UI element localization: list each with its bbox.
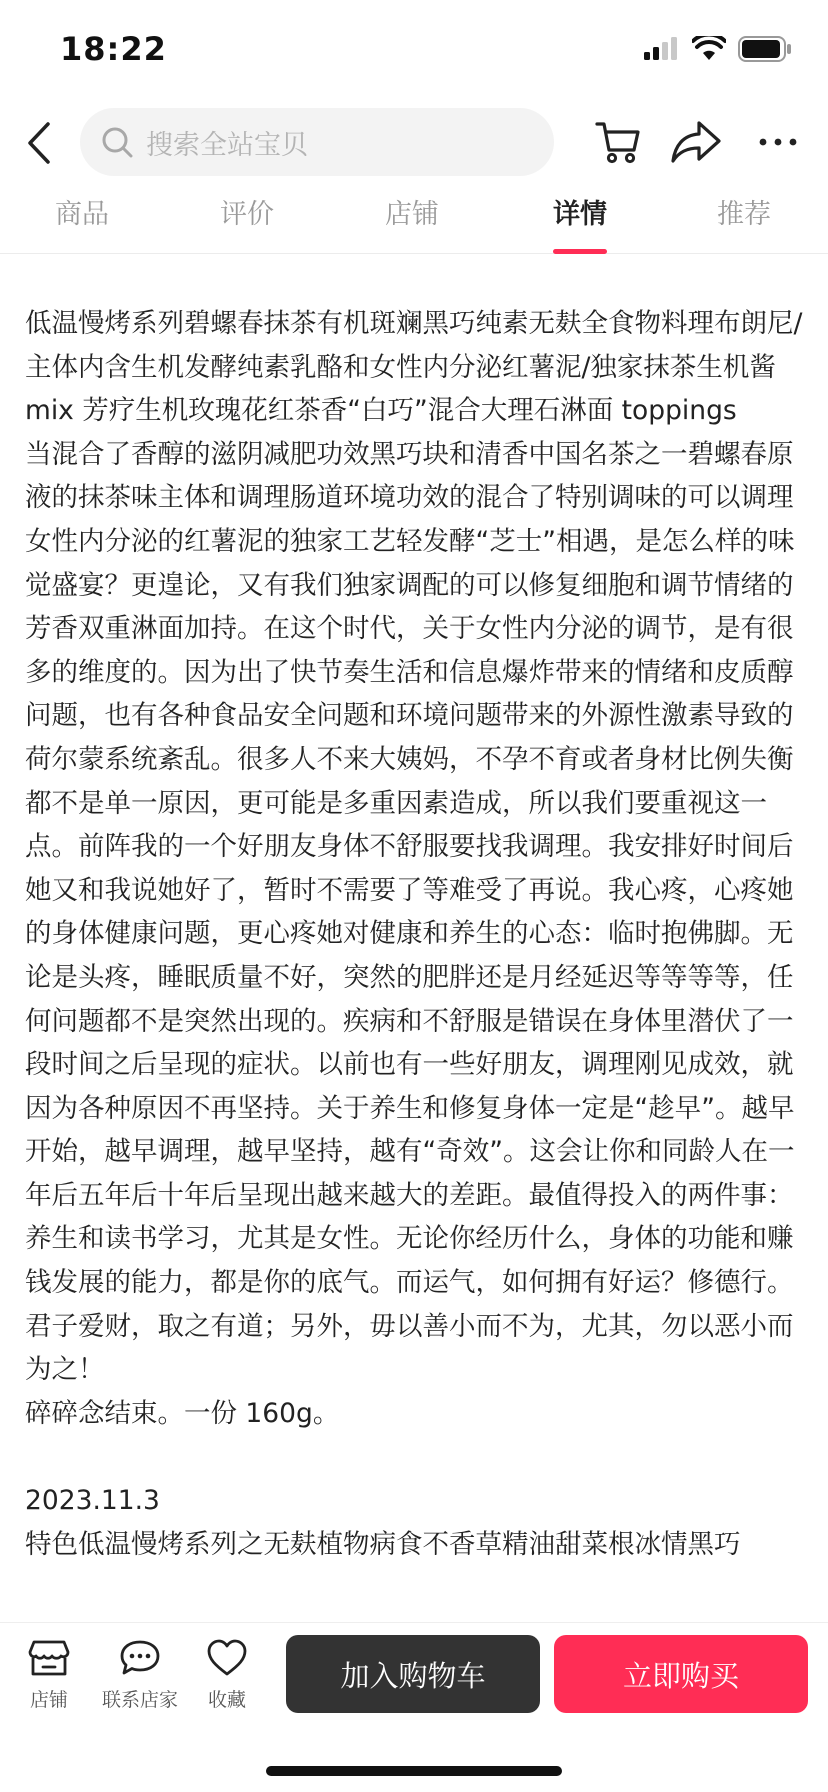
- tab-label: 推荐: [717, 199, 771, 230]
- cart-icon: [594, 118, 642, 166]
- tab-reviews[interactable]: [207, 192, 287, 254]
- tab-bar: [0, 192, 828, 254]
- status-icons: [644, 36, 792, 62]
- share-icon: [669, 119, 723, 165]
- detail-content: [25, 302, 805, 1622]
- tab-label: 店铺: [385, 199, 439, 230]
- favorite-label: 收藏: [207, 1689, 246, 1711]
- add-to-cart-button[interactable]: [286, 1635, 540, 1713]
- tab-store[interactable]: [372, 192, 452, 254]
- share-button[interactable]: [668, 114, 724, 170]
- tab-label: 评价: [220, 199, 274, 230]
- nav-bar: [0, 106, 828, 180]
- search-placeholder: 搜索全站宝贝: [146, 129, 308, 161]
- closing-note: 碎碎念结束。一份 160g。: [25, 1397, 340, 1429]
- status-time: 18:22: [60, 30, 167, 68]
- product-description: 当混合了香醇的滋阴减肥功效黑巧块和清香中国名茶之一碧螺春原液的抹茶味主体和调理肠道环境功效的混合了特别调味的可以调理女性内分泌的红薯泥的独家工艺轻发酵“芝士”相遇，是怎么样的味觉盛宴？更遑论，又有我们独家调配的可以修复细胞和调节情绪的芳香双重淋面加持。在这个时代，关于女性内分泌的调节，是有很多的维度的。因为出了快节奏生活和信息爆炸带来的情绪和皮质醇问题，也有各种食品安全问题和环境问题带来的外源性激素导致的荷尔蒙系统紊乱。很多人不来大姨妈，不孕不育或者身材比例失衡都不是单一原因，更可能是多重因素造成，所以我们要重视这一点。前阵我的一个好朋友身体不舒服要找我调理。我安排好时间后她又和我说她好了，暂时不需要了等难受了再说。我心疼，心疼她的身体健康问题，更心疼她对健康和养生的心态：临时抱佛脚。无论是头疼，睡眠质量不好，突然的肥胖还是月经延迟等等等等，任何问题都不是突然出现的。疾病和不舒服是错误在身体里潜伏了一段时间之后呈现的症状。以前也有一些好朋友，调理刚见成效，就因为各种原因不再坚持。关于养生和修复身体一定是“趁早”。越早开始，越早调理，越早坚持，越有“奇效”。这会让你和同龄人在一年后五年后十年后呈现出越来越大的差距。最值得投入的两件事：养生和读书学习，尤其是女性。无论你经历什么，身体的功能和赚钱发展的能力，都是你的底气。而运气，如何拥有好运？修德行。君子爱财，取之有道；另外，毋以善小而不为，尤其，勿以恶小而为之！: [25, 438, 795, 1386]
- active-tab-indicator: [553, 249, 607, 254]
- next-section-text: 特色低温慢烤系列之无麸植物病食不香草精油甜菜根冰情黑巧: [25, 1528, 741, 1560]
- search-input[interactable]: [80, 108, 554, 176]
- add-to-cart-label: 加入购物车: [340, 1658, 486, 1693]
- chat-icon: [119, 1639, 161, 1677]
- shop-icon: [28, 1639, 70, 1677]
- more-icon: [758, 137, 798, 147]
- battery-icon: [738, 36, 792, 62]
- status-bar: [0, 0, 828, 100]
- contact-seller-label: 联系店家: [101, 1689, 178, 1711]
- cellular-signal-icon: [644, 37, 680, 61]
- tab-product[interactable]: [42, 192, 122, 254]
- more-button[interactable]: [750, 114, 806, 170]
- shop-label: 店铺: [29, 1689, 68, 1711]
- post-date: 2023.11.3: [25, 1485, 160, 1517]
- product-title-text: 低温慢烤系列碧螺春抹茶有机斑斓黑巧纯素无麸全食物料理布朗尼/主体内含生机发酵纯素乳酪和女性内分泌红薯泥/独家抹茶生机酱 mix 芳疗生机玫瑰花红茶香“白巧”混合大理石淋面 toppings: [25, 308, 803, 427]
- back-button[interactable]: [14, 116, 64, 170]
- tab-recommend[interactable]: [704, 192, 784, 254]
- tab-label: 商品: [55, 199, 109, 230]
- heart-icon: [206, 1639, 248, 1677]
- buy-now-label: 立即购买: [622, 1658, 739, 1693]
- tab-label: 详情: [553, 199, 607, 230]
- bottom-action-bar: [0, 1622, 828, 1792]
- back-icon: [24, 121, 54, 165]
- paragraph-gap: [25, 1435, 805, 1479]
- contact-seller-button[interactable]: [98, 1639, 182, 1712]
- shop-button[interactable]: [22, 1639, 76, 1712]
- home-indicator[interactable]: [266, 1766, 562, 1776]
- buy-now-button[interactable]: [554, 1635, 808, 1713]
- cart-button[interactable]: [590, 114, 646, 170]
- wifi-icon: [692, 36, 726, 62]
- search-icon: [100, 125, 134, 159]
- tab-details[interactable]: [538, 192, 622, 254]
- favorite-button[interactable]: [202, 1639, 252, 1712]
